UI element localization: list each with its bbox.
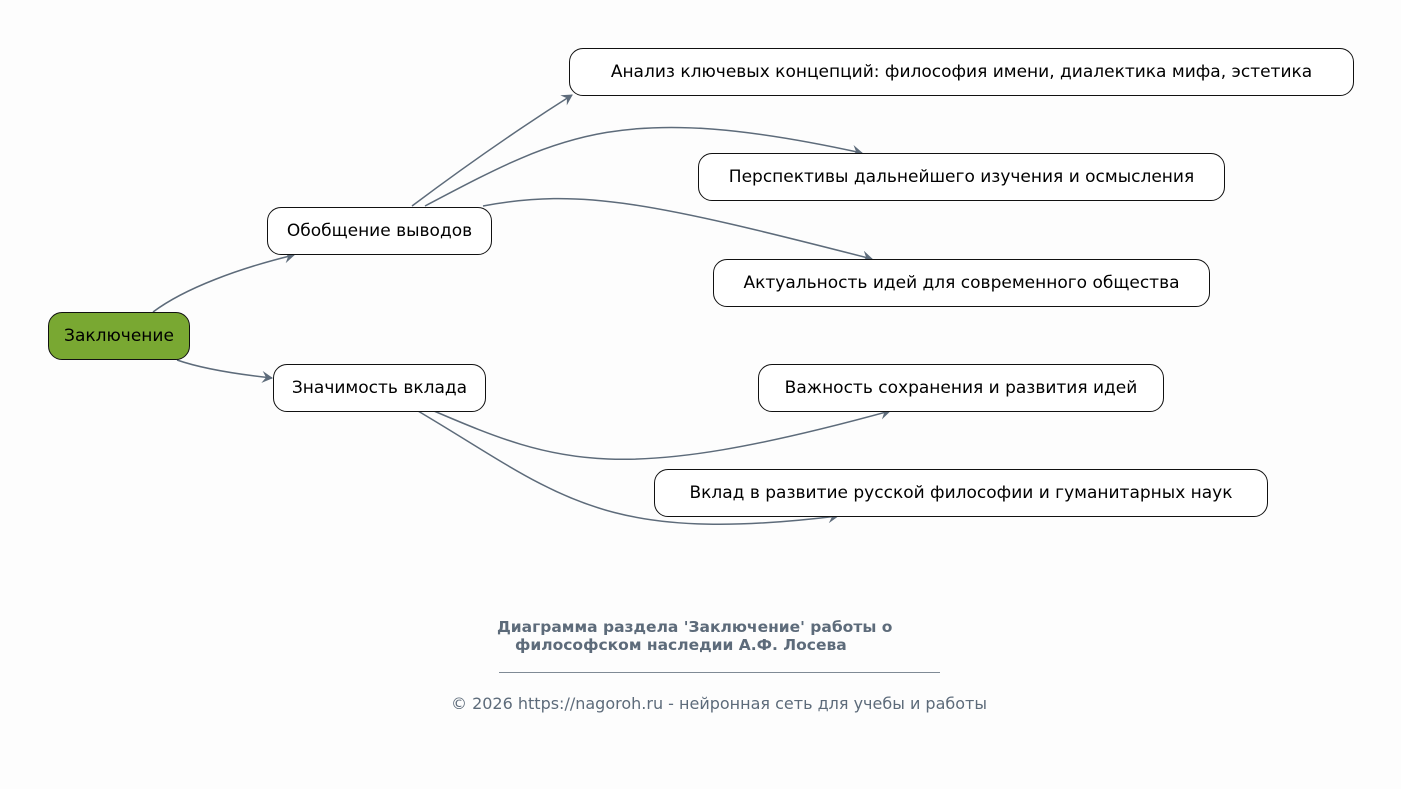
caption-line-1: Диаграмма раздела 'Заключение' работы о	[497, 618, 893, 636]
edge-summary-to-analysis	[412, 95, 572, 206]
node-summary: Обобщение выводов	[267, 207, 492, 255]
caption-underline	[499, 672, 940, 673]
edge-summary-to-relevance	[483, 199, 872, 259]
diagram-caption	[497, 618, 947, 654]
footer-copyright: © 2026 https://nagoroh.ru - нейронная сеть для учебы и работы	[450, 694, 987, 713]
edge-root-to-significance	[177, 360, 272, 378]
node-preservation: Важность сохранения и развития идей	[758, 364, 1164, 412]
node-root: Заключение	[48, 312, 190, 360]
node-perspectives: Перспективы дальнейшего изучения и осмысления	[698, 153, 1225, 201]
node-analysis: Анализ ключевых концепций: философия имени, диалектика мифа, эстетика	[569, 48, 1354, 96]
node-contribution: Вклад в развитие русской философии и гуманитарных наук	[654, 469, 1268, 517]
node-significance: Значимость вклада	[273, 364, 486, 412]
caption-line-2: философском наследии А.Ф. Лосева	[515, 636, 847, 654]
edge-root-to-summary	[153, 255, 294, 312]
edge-significance-to-preservation	[434, 411, 890, 459]
node-relevance: Актуальность идей для современного общества	[713, 259, 1210, 307]
